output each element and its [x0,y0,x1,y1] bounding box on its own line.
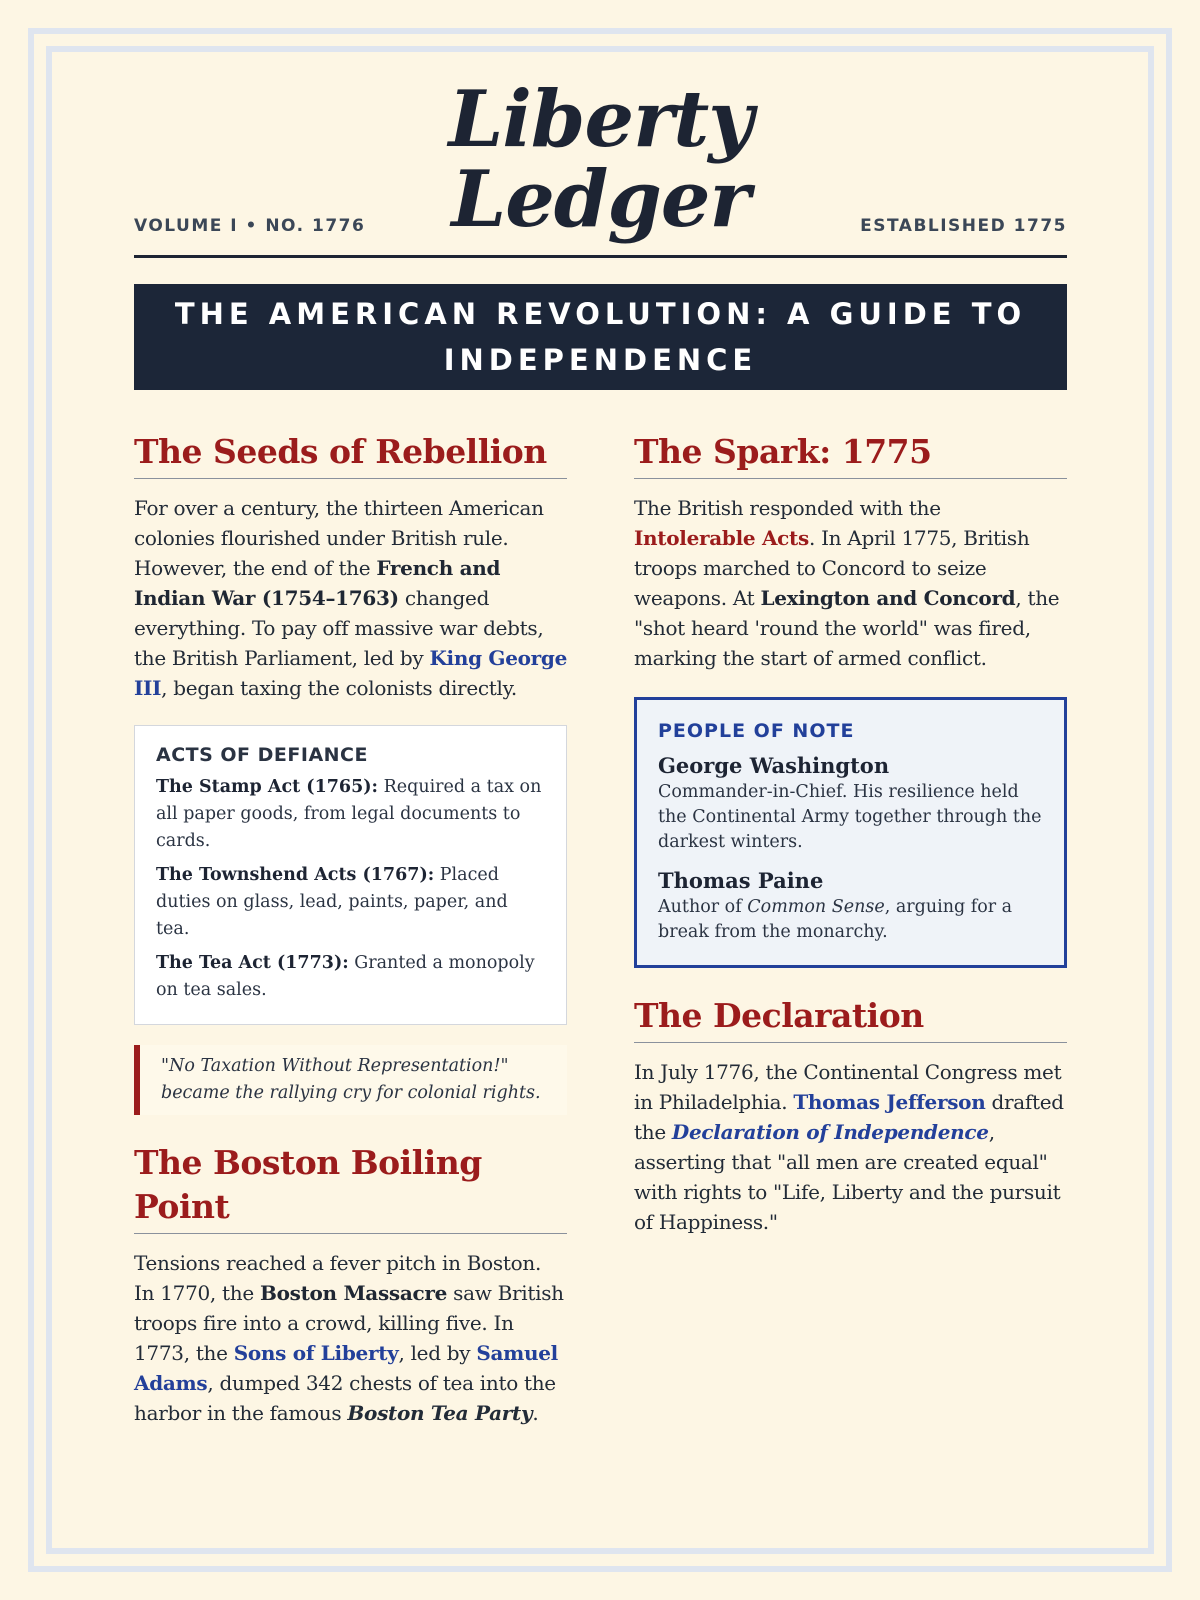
intolerable-acts: Intolerable Acts [634,526,809,550]
title-line-2: Ledger [451,154,750,245]
text-run: , arguing for a break from the monarchy. [658,897,1013,942]
acts-box-title: ACTS OF DEFIANCE [156,744,368,766]
declaration-paragraph [634,1057,1067,1237]
sons-of-liberty-link[interactable]: Sons of Liberty [233,1341,399,1365]
text-run: saw British troops fire into a crowd, killing five. In 1773, the [134,1281,564,1365]
acts-of-defiance-box [134,725,567,1025]
left-column [134,430,567,1428]
established-label: ESTABLISHED 1775 [860,216,1067,236]
spark-paragraph [634,493,1067,673]
people-box-title: PEOPLE OF NOTE [658,720,855,742]
person-name: Thomas Paine [658,868,824,893]
text-run: In July 1776, the Continental Congress met in Philadelphia. [634,1060,1062,1114]
text-run: , began taxing the colonists directly. [161,676,517,700]
act-desc: Placed duties on glass, lead, paints, paper, and tea. [156,865,508,939]
boston-paragraph [134,1248,567,1428]
text-run: Tensions reached a fever pitch in Boston. In 1770, the [134,1251,542,1305]
act-item [156,862,546,943]
title-line-1: Liberty [448,74,753,165]
volume-label: VOLUME I • NO. 1776 [134,216,366,236]
act-name: The Tea Act (1773): [156,953,349,973]
masthead-rule [134,255,1067,258]
person-name: George Washington [658,753,890,778]
act-item [156,950,546,1004]
pull-quote: "No Taxation Without Representation!" became the rallying cry for colonial rights. [134,1045,567,1115]
person-desc: Commander-in-Chief. His resilience held the Continental Army together through the darkest winters. [658,782,1042,852]
samuel-adams-link[interactable]: Samuel Adams [134,1341,558,1395]
text-run: . [532,1401,539,1425]
spark-heading: The Spark: 1775 [634,430,1067,479]
text-run: , dumped 342 chests of tea into the harbor in the famous [134,1371,556,1425]
person-desc [658,895,1044,945]
french-indian-war: French and Indian War (1754–1763) [134,556,501,610]
lexington-concord: Lexington and Concord [760,586,1016,610]
text-run: . In April 1775, British troops marched to Concord to seize weapons. At [634,526,1030,610]
masthead [134,74,1067,258]
thomas-jefferson-link[interactable]: Thomas Jefferson [793,1090,986,1114]
text-run: The British responded with the [634,496,941,520]
common-sense-title: Common Sense [747,897,885,917]
seeds-heading: The Seeds of Rebellion [134,430,567,479]
declaration-section [634,994,1067,1237]
declaration-link[interactable]: Declaration of Independence [671,1120,989,1144]
text-run: Author of [658,897,748,917]
boston-heading: The Boston Boiling Point [134,1141,567,1234]
king-george-link[interactable]: King George III [134,646,568,700]
act-item [156,774,546,855]
people-of-note-box [634,697,1067,968]
boston-tea-party: Boston Tea Party [347,1401,533,1425]
boston-massacre: Boston Massacre [259,1281,448,1305]
seeds-paragraph [134,493,567,703]
act-name: The Townshend Acts (1767): [156,865,435,885]
act-name: The Stamp Act (1765): [156,777,379,797]
banner-line-1: THE AMERICAN REVOLUTION: A GUIDE TO [174,297,1027,331]
text-run: drafted the [634,1090,1064,1144]
text-run: , asserting that "all men are created equal" with rights to "Life, Liberty and the pursuit of Happiness." [634,1120,1061,1234]
text-run: , led by [398,1341,477,1365]
boston-section [134,1141,567,1428]
text-run: For over a century, the thirteen American colonies flourished under British rule. However, the end of the [134,496,544,580]
text-run: , the "shot heard 'round the world" was fired, marking the start of armed conflict. [634,586,1060,670]
declaration-heading: The Declaration [634,994,1067,1043]
headline-banner [134,284,1067,390]
act-desc: Granted a monopoly on tea sales. [156,953,535,1000]
text-run: changed everything. To pay off massive war debts, the British Parliament, led by [134,586,544,670]
right-column [634,430,1067,1237]
banner-line-2: INDEPENDENCE [443,343,758,377]
act-desc: Required a tax on all paper goods, from legal documents to cards. [156,777,542,851]
